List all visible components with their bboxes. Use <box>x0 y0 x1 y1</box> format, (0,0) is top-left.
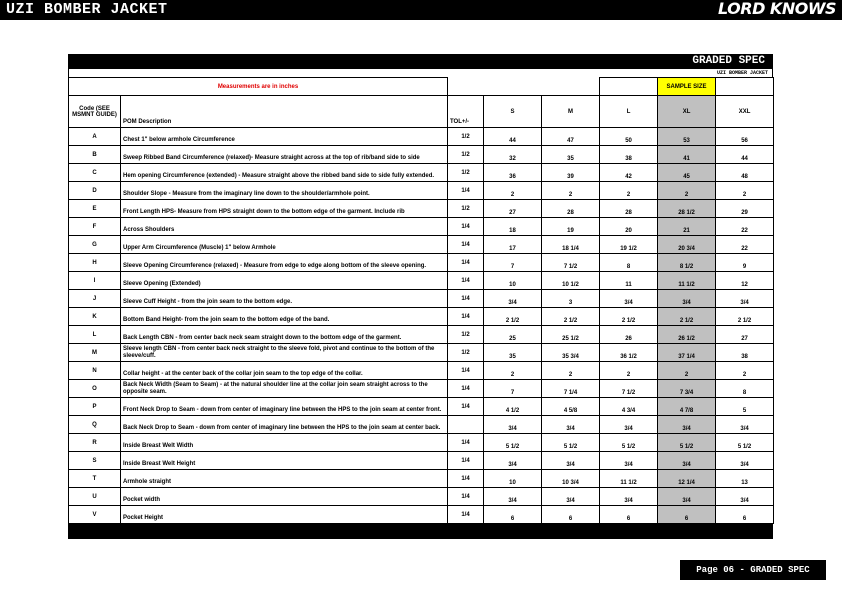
size-value: 7 3/4 <box>658 380 716 398</box>
size-value: 36 <box>484 164 542 182</box>
size-value: 2 <box>600 362 658 380</box>
document-title: UZI BOMBER JACKET <box>6 1 168 18</box>
size-value: 7 <box>484 380 542 398</box>
size-value: 2 <box>658 362 716 380</box>
tolerance-value: 1/2 <box>448 344 484 362</box>
tolerance-value: 1/4 <box>448 362 484 380</box>
table-row <box>69 344 774 362</box>
pom-description: Across Shoulders <box>121 218 448 236</box>
size-value: 12 1/4 <box>658 470 716 488</box>
size-value: 2 1/2 <box>658 308 716 326</box>
pom-code: I <box>69 272 121 290</box>
pom-description: Hem opening Circumference (extended) - Measure straight above the ribbed band side to side fully extended. <box>121 164 448 182</box>
size-value: 3/4 <box>484 416 542 434</box>
pom-code: B <box>69 146 121 164</box>
description-column-header: POM Description <box>121 96 448 128</box>
tolerance-value: 1/4 <box>448 452 484 470</box>
size-value: 2 <box>484 362 542 380</box>
pom-description: Sleeve Opening (Extended) <box>121 272 448 290</box>
table-row <box>69 326 774 344</box>
pom-description: Sleeve Opening Circumference (relaxed) - Measure from edge to edge along bottom of the sleeve opening. <box>121 254 448 272</box>
size-value: 2 <box>716 182 774 200</box>
tolerance-value: 1/4 <box>448 470 484 488</box>
table-row <box>69 218 774 236</box>
size-value: 17 <box>484 236 542 254</box>
size-column-header: S <box>484 96 542 128</box>
pom-description: Collar height - at the center back of the collar join seam to the top edge of the collar. <box>121 362 448 380</box>
size-column-header: M <box>542 96 600 128</box>
table-row <box>69 308 774 326</box>
size-value: 18 1/4 <box>542 236 600 254</box>
size-value: 3/4 <box>542 416 600 434</box>
pom-code: O <box>69 380 121 398</box>
size-value: 7 <box>484 254 542 272</box>
size-value: 3/4 <box>716 290 774 308</box>
size-value: 6 <box>716 506 774 524</box>
size-value: 56 <box>716 128 774 146</box>
tolerance-value: 1/2 <box>448 200 484 218</box>
size-value: 28 <box>542 200 600 218</box>
size-value: 5 <box>716 398 774 416</box>
size-value: 50 <box>600 128 658 146</box>
size-value: 4 1/2 <box>484 398 542 416</box>
size-value: 19 1/2 <box>600 236 658 254</box>
size-value: 37 1/4 <box>658 344 716 362</box>
size-value: 38 <box>716 344 774 362</box>
table-row <box>69 506 774 524</box>
table-row <box>69 236 774 254</box>
tolerance-value: 1/4 <box>448 380 484 398</box>
sheet-subtitle: UZI BOMBER JACKET <box>68 69 773 77</box>
pom-description: Chest 1" below armhole Circumference <box>121 128 448 146</box>
size-value: 3/4 <box>600 290 658 308</box>
size-value: 3/4 <box>716 416 774 434</box>
size-value: 2 <box>658 182 716 200</box>
pom-description: Sleeve length CBN - from center back neck straight to the sleeve fold, pivot and continue to the bottom of the sleeve/cuff. <box>121 344 448 362</box>
pom-code: V <box>69 506 121 524</box>
title-bar <box>0 0 842 20</box>
size-value: 21 <box>658 218 716 236</box>
table-row <box>69 290 774 308</box>
size-value: 45 <box>658 164 716 182</box>
table-row <box>69 128 774 146</box>
pom-code: A <box>69 128 121 146</box>
size-value: 4 3/4 <box>600 398 658 416</box>
sheet-heading: GRADED SPEC <box>68 54 773 69</box>
size-value: 20 3/4 <box>658 236 716 254</box>
pom-description: Back Neck Width (Seam to Seam) - at the natural shoulder line at the collar join seam straight across to the opposite seam. <box>121 380 448 398</box>
pom-description: Inside Breast Welt Width <box>121 434 448 452</box>
pom-description: Back Length CBN - from center back neck seam straight down to the bottom edge of the garment. <box>121 326 448 344</box>
size-value: 3/4 <box>542 488 600 506</box>
size-value: 25 <box>484 326 542 344</box>
tolerance-value: 1/4 <box>448 182 484 200</box>
size-value: 3/4 <box>600 416 658 434</box>
size-value: 41 <box>658 146 716 164</box>
size-value: 44 <box>484 128 542 146</box>
table-row <box>69 452 774 470</box>
size-value: 35 <box>542 146 600 164</box>
pom-code: J <box>69 290 121 308</box>
size-value: 7 1/2 <box>542 254 600 272</box>
size-value: 38 <box>600 146 658 164</box>
size-value: 11 1/2 <box>600 470 658 488</box>
size-column-header: XXL <box>716 96 774 128</box>
size-value: 2 <box>600 182 658 200</box>
size-value: 9 <box>716 254 774 272</box>
pom-code: F <box>69 218 121 236</box>
size-value: 3/4 <box>484 488 542 506</box>
size-value: 2 <box>542 182 600 200</box>
size-value: 4 7/8 <box>658 398 716 416</box>
size-value: 2 <box>716 362 774 380</box>
size-value: 32 <box>484 146 542 164</box>
size-value: 2 1/2 <box>716 308 774 326</box>
size-value: 22 <box>716 236 774 254</box>
size-value: 3/4 <box>716 488 774 506</box>
pom-code: U <box>69 488 121 506</box>
tolerance-value: 1/2 <box>448 128 484 146</box>
tolerance-value: 1/2 <box>448 146 484 164</box>
tolerance-value: 1/4 <box>448 236 484 254</box>
size-value: 53 <box>658 128 716 146</box>
size-value: 3/4 <box>600 488 658 506</box>
size-value: 12 <box>716 272 774 290</box>
pom-code: D <box>69 182 121 200</box>
size-value: 11 <box>600 272 658 290</box>
tolerance-value: 1/4 <box>448 290 484 308</box>
size-value: 6 <box>658 506 716 524</box>
size-value: 10 3/4 <box>542 470 600 488</box>
size-value: 35 <box>484 344 542 362</box>
pom-description: Front Neck Drop to Seam - down from center of imaginary line between the HPS to the join seam at center front. <box>121 398 448 416</box>
tolerance-value: 1/2 <box>448 326 484 344</box>
size-value: 3/4 <box>600 452 658 470</box>
size-value: 2 <box>542 362 600 380</box>
pom-code: E <box>69 200 121 218</box>
size-value: 20 <box>600 218 658 236</box>
size-value: 11 1/2 <box>658 272 716 290</box>
pom-code: K <box>69 308 121 326</box>
blank-cell <box>448 78 600 96</box>
size-value: 4 5/8 <box>542 398 600 416</box>
size-value: 10 <box>484 470 542 488</box>
table-row <box>69 254 774 272</box>
size-value: 6 <box>542 506 600 524</box>
tolerance-column-header: TOL+/- <box>448 96 484 128</box>
size-value: 29 <box>716 200 774 218</box>
table-row <box>69 182 774 200</box>
size-value: 7 1/2 <box>600 380 658 398</box>
size-value: 5 1/2 <box>542 434 600 452</box>
pom-description: Shoulder Slope - Measure from the imaginary line down to the shoulder/armhole point. <box>121 182 448 200</box>
table-row <box>69 200 774 218</box>
size-value: 3/4 <box>484 290 542 308</box>
table-row <box>69 146 774 164</box>
pom-description: Upper Arm Circumference (Muscle) 1" below Armhole <box>121 236 448 254</box>
tolerance-value: 1/4 <box>448 308 484 326</box>
code-column-header: Code (SEE MSMNT GUIDE) <box>69 96 121 128</box>
size-value: 27 <box>716 326 774 344</box>
tolerance-value: 1/4 <box>448 506 484 524</box>
pom-code: C <box>69 164 121 182</box>
size-value: 3/4 <box>658 290 716 308</box>
tolerance-value: 1/4 <box>448 218 484 236</box>
size-value: 6 <box>484 506 542 524</box>
size-value: 3 <box>542 290 600 308</box>
size-value: 5 1/2 <box>484 434 542 452</box>
measurements-note: Measurements are in inches <box>69 78 448 96</box>
tolerance-value: 1/4 <box>448 488 484 506</box>
tolerance-value: 1/4 <box>448 434 484 452</box>
table-row <box>69 398 774 416</box>
pom-description: Pocket width <box>121 488 448 506</box>
spec-table <box>68 77 774 524</box>
size-value: 19 <box>542 218 600 236</box>
size-value: 3/4 <box>484 452 542 470</box>
graded-spec-sheet <box>68 54 773 539</box>
size-column-header: XL <box>658 96 716 128</box>
size-value: 47 <box>542 128 600 146</box>
pom-description: Sweep Ribbed Band Circumference (relaxed)- Measure straight across at the top of rib/band side to side <box>121 146 448 164</box>
size-value: 8 1/2 <box>658 254 716 272</box>
size-value: 22 <box>716 218 774 236</box>
size-value: 3/4 <box>658 488 716 506</box>
size-value: 10 1/2 <box>542 272 600 290</box>
pom-description: Front Length HPS- Measure from HPS straight down to the bottom edge of the garment. Include rib <box>121 200 448 218</box>
size-value: 28 <box>600 200 658 218</box>
table-row <box>69 164 774 182</box>
table-row <box>69 272 774 290</box>
page-label: Page 06 - GRADED SPEC <box>680 560 826 580</box>
size-value: 2 1/2 <box>484 308 542 326</box>
size-value: 8 <box>600 254 658 272</box>
size-value: 36 1/2 <box>600 344 658 362</box>
tolerance-value: 1/4 <box>448 272 484 290</box>
size-value: 7 1/4 <box>542 380 600 398</box>
size-value: 3/4 <box>658 416 716 434</box>
size-value: 18 <box>484 218 542 236</box>
pom-code: Q <box>69 416 121 434</box>
size-value: 26 1/2 <box>658 326 716 344</box>
size-value: 39 <box>542 164 600 182</box>
pom-code: L <box>69 326 121 344</box>
size-value: 44 <box>716 146 774 164</box>
size-value: 48 <box>716 164 774 182</box>
size-value: 5 1/2 <box>716 434 774 452</box>
pom-code: P <box>69 398 121 416</box>
pom-code: M <box>69 344 121 362</box>
size-value: 2 1/2 <box>600 308 658 326</box>
size-value: 25 1/2 <box>542 326 600 344</box>
pom-code: R <box>69 434 121 452</box>
tolerance-value: 1/2 <box>448 164 484 182</box>
blank-cell <box>600 78 658 96</box>
blank-cell <box>716 78 774 96</box>
size-value: 42 <box>600 164 658 182</box>
sample-size-label: SAMPLE SIZE <box>658 78 716 96</box>
size-value: 3/4 <box>658 452 716 470</box>
size-value: 2 <box>484 182 542 200</box>
size-value: 2 1/2 <box>542 308 600 326</box>
tolerance-value <box>448 416 484 434</box>
size-column-header: L <box>600 96 658 128</box>
size-value: 3/4 <box>542 452 600 470</box>
table-row <box>69 470 774 488</box>
pom-description: Bottom Band Height- from the join seam to the bottom edge of the band. <box>121 308 448 326</box>
pom-description: Pocket Height <box>121 506 448 524</box>
size-value: 5 1/2 <box>658 434 716 452</box>
size-value: 13 <box>716 470 774 488</box>
pom-code: G <box>69 236 121 254</box>
size-value: 8 <box>716 380 774 398</box>
size-value: 26 <box>600 326 658 344</box>
table-row <box>69 434 774 452</box>
pom-code: N <box>69 362 121 380</box>
tolerance-value: 1/4 <box>448 254 484 272</box>
size-value: 35 3/4 <box>542 344 600 362</box>
sheet-footer-bar <box>68 524 773 539</box>
size-value: 28 1/2 <box>658 200 716 218</box>
tolerance-value: 1/4 <box>448 398 484 416</box>
size-value: 5 1/2 <box>600 434 658 452</box>
size-value: 10 <box>484 272 542 290</box>
brand-logo: LORD KNOWS <box>718 0 836 18</box>
size-value: 3/4 <box>716 452 774 470</box>
pom-description: Back Neck Drop to Seam - down from center of imaginary line between the HPS to the join seam at center back. <box>121 416 448 434</box>
table-row <box>69 362 774 380</box>
table-row <box>69 488 774 506</box>
pom-description: Armhole straight <box>121 470 448 488</box>
size-value: 6 <box>600 506 658 524</box>
pom-description: Inside Breast Welt Height <box>121 452 448 470</box>
pom-description: Sleeve Cuff Height - from the join seam to the bottom edge. <box>121 290 448 308</box>
pom-code: T <box>69 470 121 488</box>
pom-code: H <box>69 254 121 272</box>
table-row <box>69 416 774 434</box>
size-value: 27 <box>484 200 542 218</box>
table-row <box>69 380 774 398</box>
pom-code: S <box>69 452 121 470</box>
